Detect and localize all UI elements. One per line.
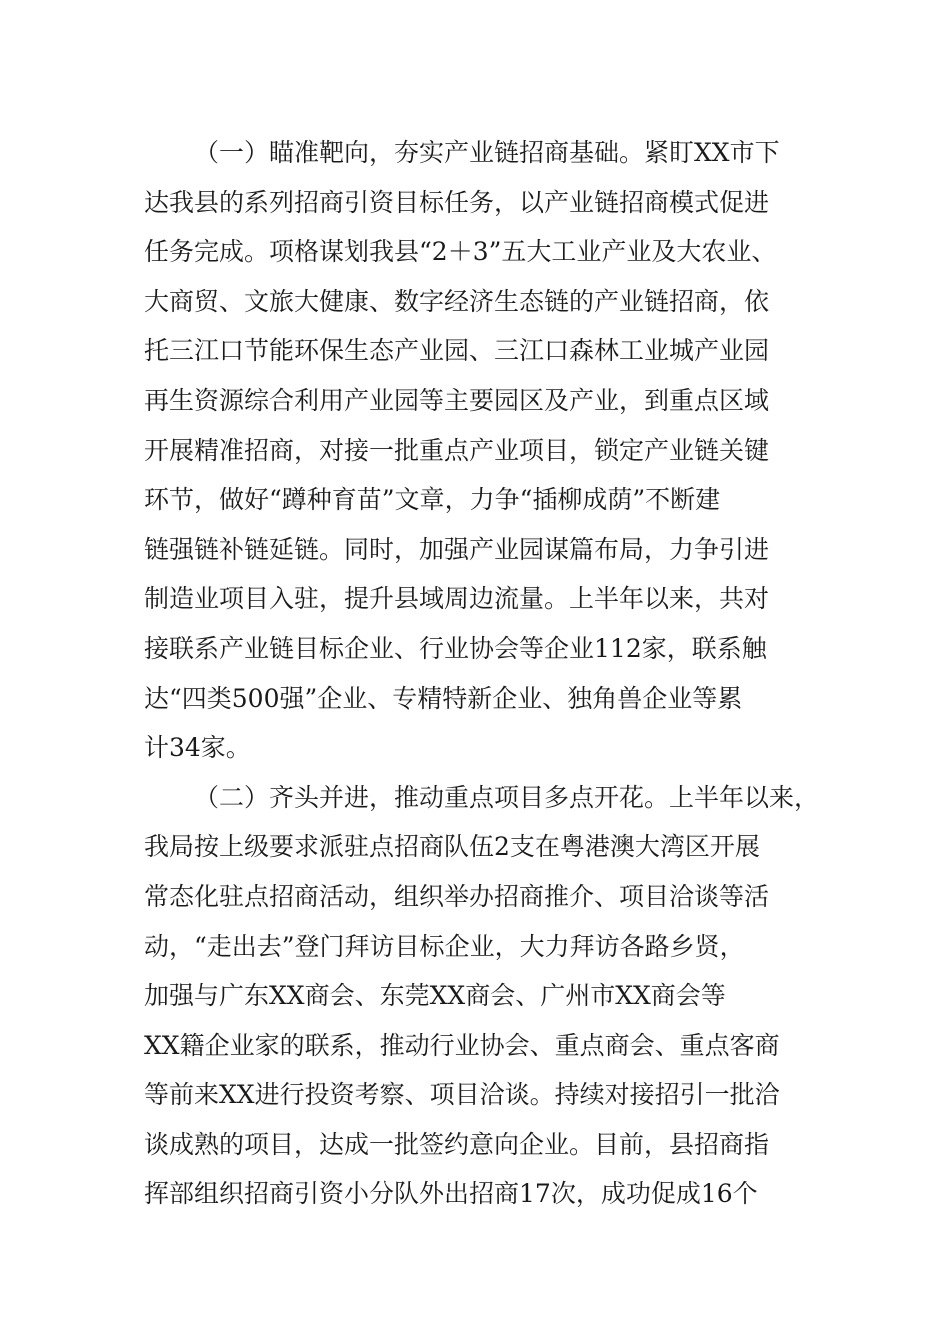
paragraph-line: 等前来XX进行投资考察、项目洽谈。持续对接招引一批洽 — [144, 1080, 780, 1110]
paragraph-line: 链强链补链延链。同时，加强产业园谋篇布局，力争引进 — [144, 534, 770, 564]
paragraph-line: 动，“走出去”登门拜访目标企业，大力拜访各路乡贤， — [144, 931, 745, 961]
paragraph-line: 我局按上级要求派驻点招商队伍2支在粤港澳大湾区开展 — [144, 832, 760, 862]
paragraph-line: 制造业项目入驻，提升县域周边流量。上半年以来，共对 — [144, 584, 770, 614]
paragraph-line: 谈成熟的项目，达成一批签约意向企业。目前，县招商指 — [144, 1129, 770, 1159]
paragraph-line: （二）齐头并进，推动重点项目多点开花。上半年以来， — [194, 782, 820, 812]
paragraph-1 — [144, 128, 824, 773]
paragraph-line: （一）瞄准靶向，夯实产业链招商基础。紧盯XX市下 — [194, 138, 780, 167]
paragraph-line: 达我县的系列招商引资目标任务，以产业链招商模式促进 — [144, 187, 770, 217]
paragraph-line: XX籍企业家的联系，推动行业协会、重点商会、重点客商 — [144, 1030, 780, 1060]
paragraph-line: 开展精准招商，对接一批重点产业项目，锁定产业链关键 — [144, 435, 770, 465]
paragraph-line: 加强与广东XX商会、东莞XX商会、广州市XX商会等 — [144, 981, 726, 1011]
paragraph-2 — [144, 773, 824, 1219]
paragraph-line: 托三江口节能环保生态产业园、三江口森林工业城产业园 — [144, 336, 770, 366]
paragraph-line: 接联系产业链目标企业、行业协会等企业112家，联系触 — [144, 633, 767, 663]
paragraph-line: 计34家。 — [144, 733, 251, 763]
paragraph-line: 再生资源综合利用产业园等主要园区及产业，到重点区域 — [144, 385, 770, 415]
paragraph-line: 环节，做好“蹲种育苗”文章，力争“插柳成荫”不断建 — [144, 485, 721, 515]
document-body — [144, 128, 824, 1219]
paragraph-line: 常态化驻点招商活动，组织举办招商推介、项目洽谈等活 — [144, 881, 770, 911]
paragraph-line: 大商贸、文旅大健康、数字经济生态链的产业链招商，依 — [144, 286, 770, 316]
paragraph-line: 任务完成。项格谋划我县“2＋3”五大工业产业及大农业、 — [144, 237, 777, 267]
paragraph-line: 挥部组织招商引资小分队外出招商17次，成功促成16个 — [144, 1179, 758, 1209]
paragraph-line: 达“四类500强”企业、专精特新企业、独角兽企业等累 — [144, 683, 743, 713]
